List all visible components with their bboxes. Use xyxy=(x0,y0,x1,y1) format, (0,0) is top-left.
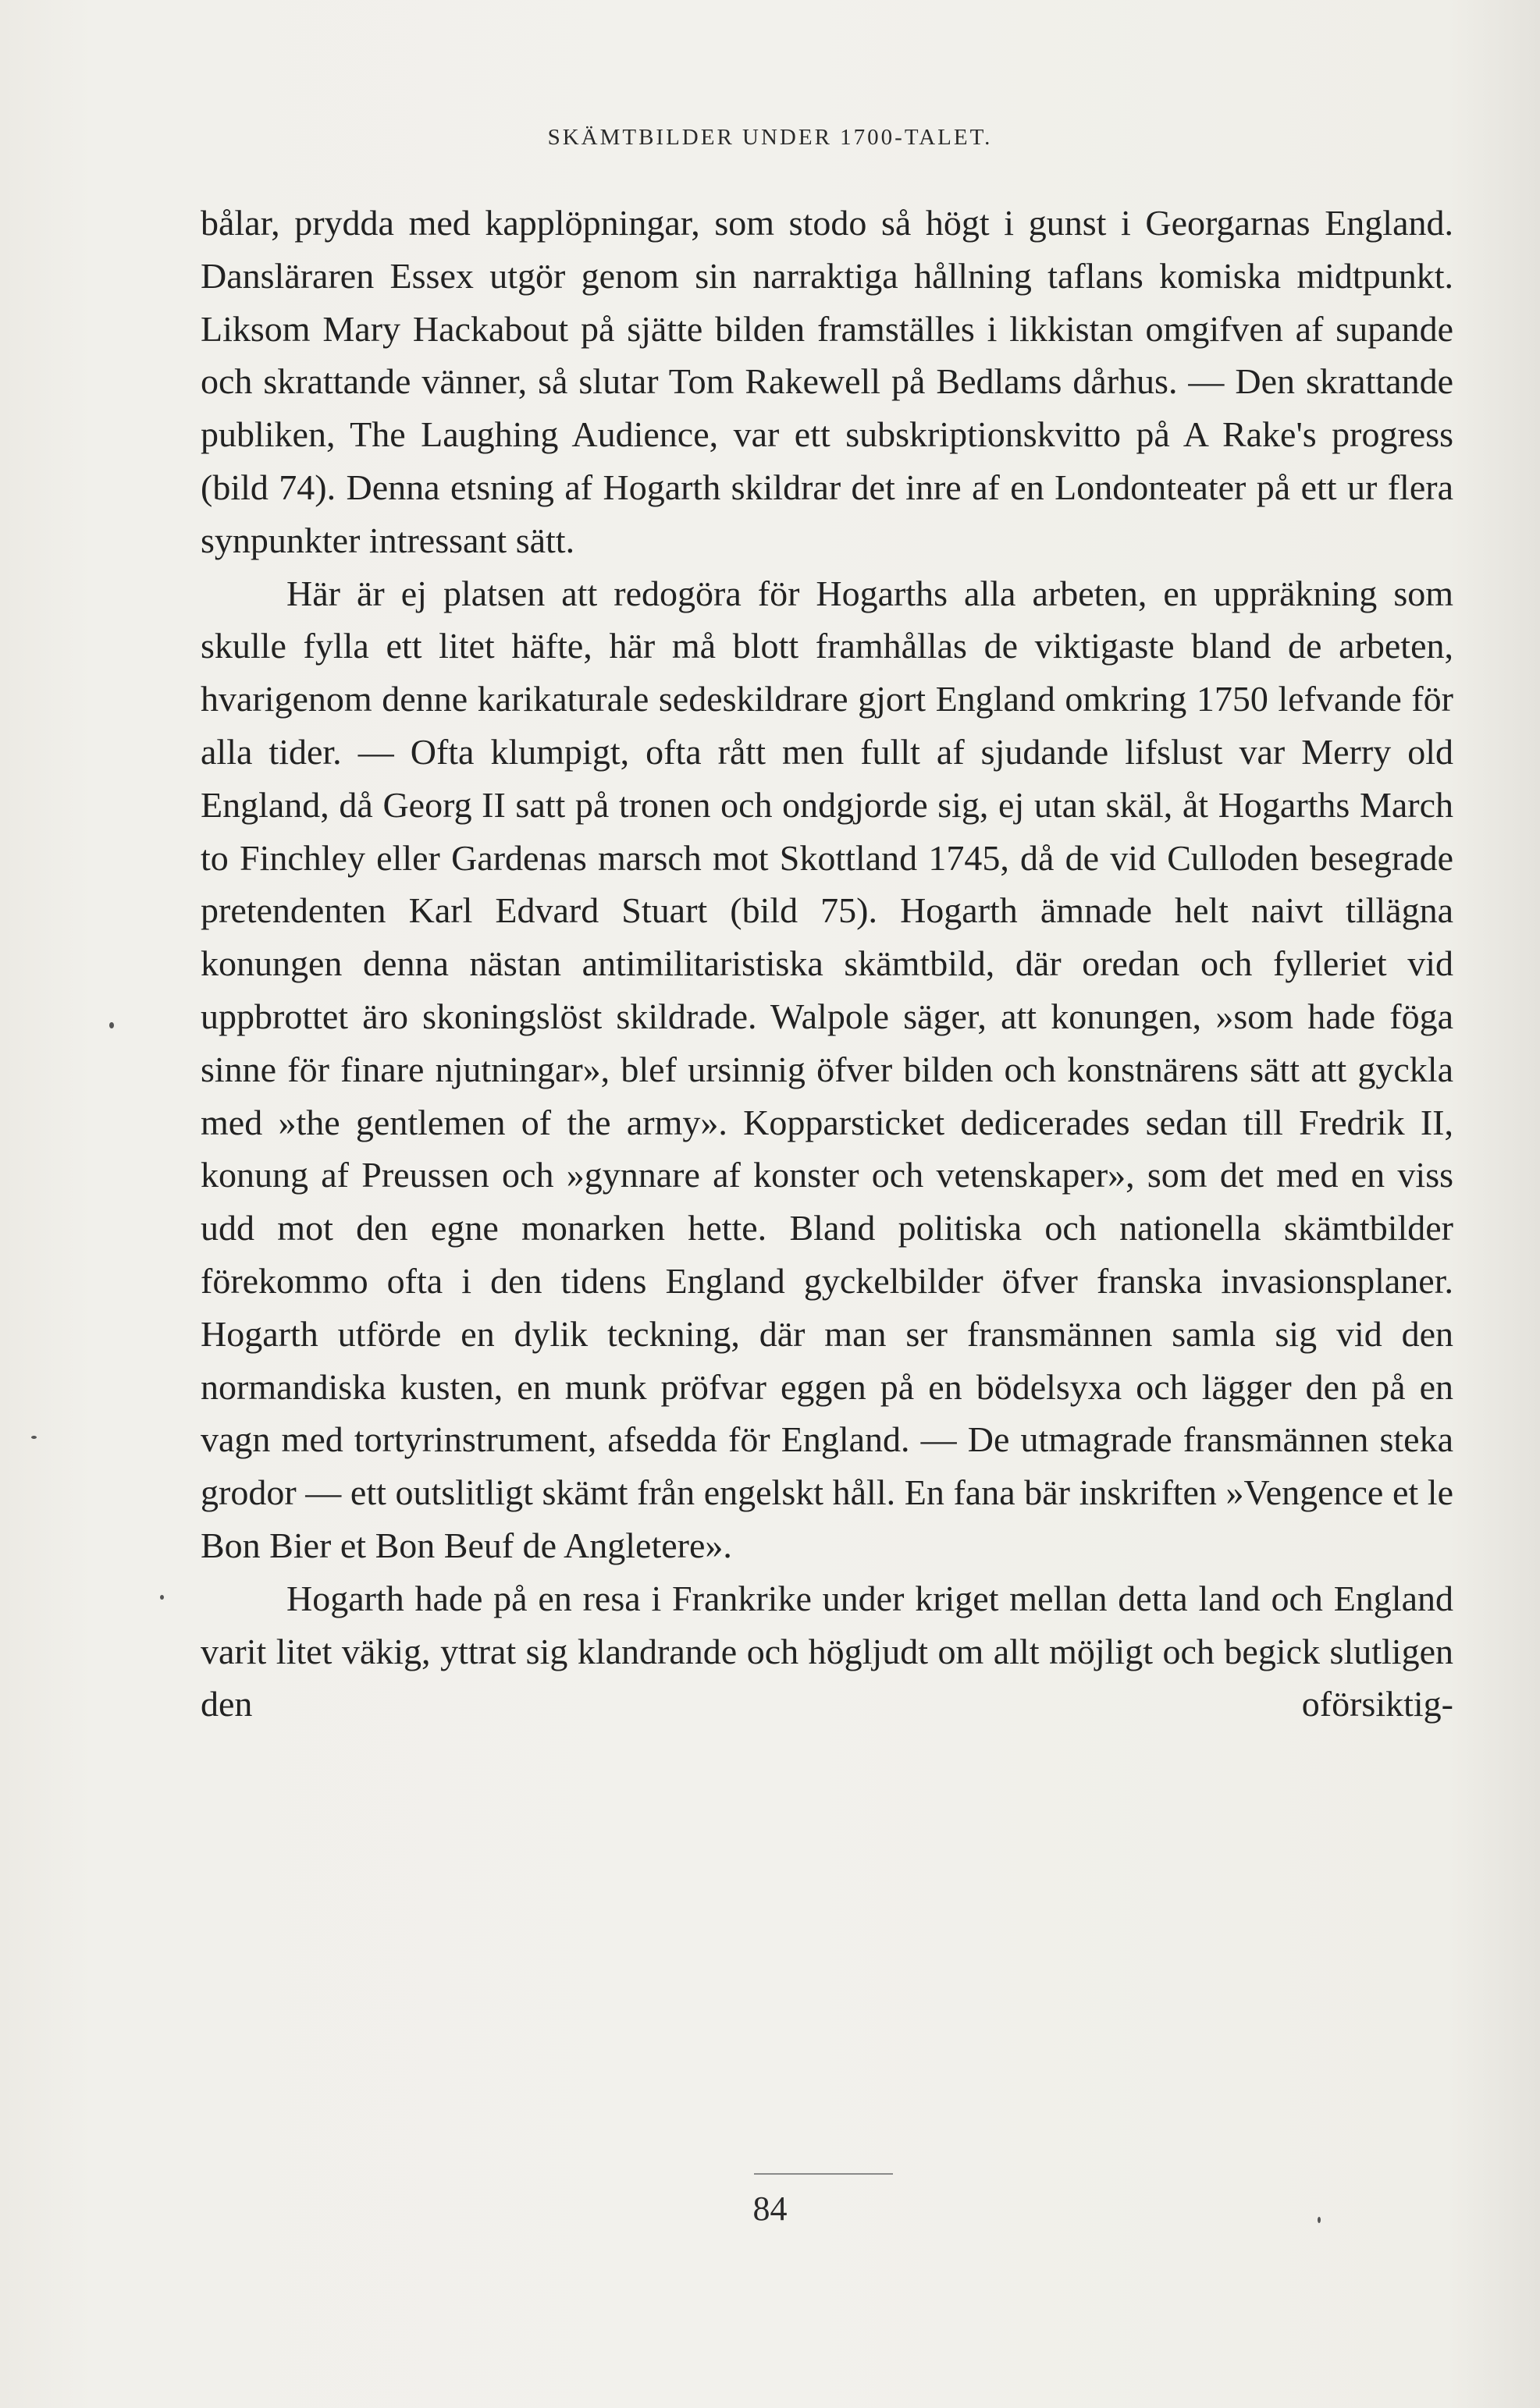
footer-rule xyxy=(754,2173,893,2175)
paragraph-2: Här är ej platsen att redogöra för Hogarths alla arbeten, en uppräkning som skulle fylla ett litet häfte, här må blott framhållas de viktigaste bland de arbeten, hvarigenom denne karikaturale sedeskildrare gjort England omkring 1750 lefvande för alla tider. — Ofta klumpigt, ofta rått men fullt af sjudande lifslust var Merry old England, då Georg II satt på tronen och ondgjorde sig, ej utan skäl, åt Hogarths March to Finchley eller Gardenas marsch mot Skottland 1745, då de vid Culloden besegrade pretendenten Karl Edvard Stuart (bild 75). Hogarth ämnade helt naivt tillägna konungen denna nästan antimilitaristiska skämtbild, där oredan och fylleriet vid uppbrottet äro skoningslöst skildrade. Walpole säger, att konungen, »som hade föga sinne för finare njutningar», blef ursinnig öfver bilden och konstnärens sätt att gyckla med »the gentlemen of the army». Kopparsticket dedicerades sedan till Fredrik II, konung af Preussen och »gynnare af konster och vetenskaper», som det med en viss udd mot den egne monarken hette. Bland politiska och nationella skämtbilder förekommo ofta i den tidens England gyckelbilder öfver franska invasionsplaner. Hogarth utförde en dylik teckning, där man ser fransmännen samla sig vid den normandiska kusten, en munk pröfvar eggen på en bödelsyxa och lägger den på en vagn med tortyrinstrument, afsedda för England. — De utmagrade fransmännen steka grodor — ett outslitligt skämt från engelskt håll. En fana bär inskriften »Vengence et le Bon Bier et Bon Beuf de Angletere». xyxy=(201,573,1453,1565)
paragraph-1: bålar, prydda med kapplöpningar, som stodo så högt i gunst i Georgarnas England. Dansläraren Essex utgör genom sin narraktiga hållning taflans komiska midtpunkt. Liksom Mary Hackabout på sjätte bilden framställes i likkistan omgifven af supande och skrattande vänner, så slutar Tom Rakewell på Bedlams dårhus. — Den skrattande publiken, The Laughing Audience, var ett subskriptionskvitto på A Rake's progress (bild 74). Denna etsning af Hogarth skildrar det inre af en Londonteater på ett ur flera synpunkter intressant sätt. xyxy=(201,203,1453,560)
running-head: SKÄMTBILDER UNDER 1700-TALET. xyxy=(547,125,993,150)
margin-speck xyxy=(109,1022,114,1028)
margin-speck xyxy=(160,1595,164,1600)
body-text xyxy=(201,197,1453,1731)
page-number: 84 xyxy=(752,2190,788,2228)
margin-speck xyxy=(1318,2217,1321,2223)
margin-speck xyxy=(31,1436,37,1439)
paragraph-3: Hogarth hade på en resa i Frankrike under kriget mellan detta land och England varit litet väkig, yttrat sig klandrande och högljudt om allt möjligt och begick slutligen den oförsiktig- xyxy=(201,1578,1453,1724)
